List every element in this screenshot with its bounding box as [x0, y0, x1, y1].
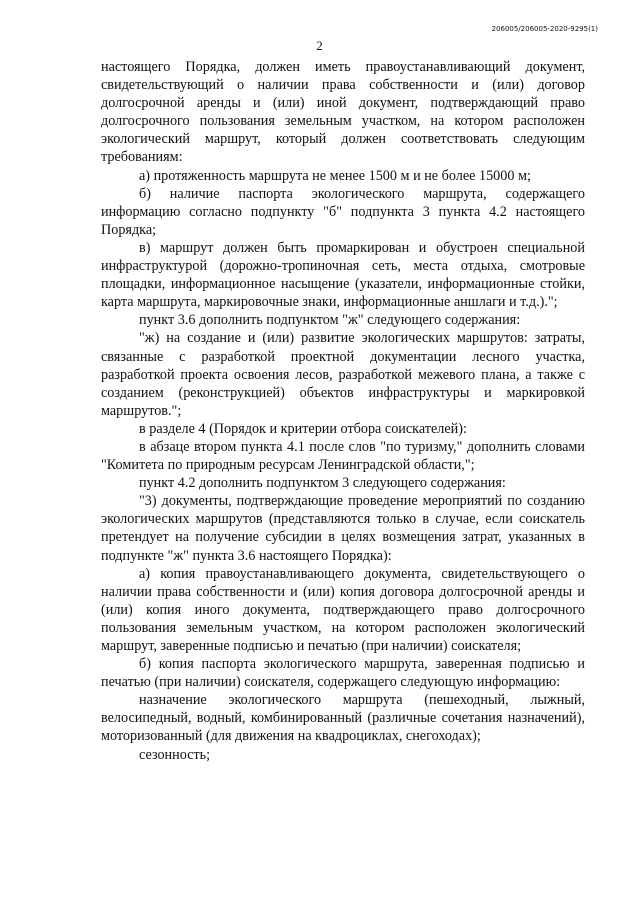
paragraph: "3) документы, подтверждающие проведение мероприятий по созданию экологических маршрутов (представляются только в случае, если соискатель претендует на получение субсидии в целях возмещения затрат, указанных в подпункте "ж" пункта 3.6 настоящего Порядка): [101, 493, 585, 564]
paragraph: б) копия паспорта экологического маршрута, заверенная подписью и печатью (при наличии) соискателя, содержащего следующую информацию: [101, 656, 585, 691]
paragraph: "ж) на создание и (или) развитие экологических маршрутов: затраты, связанные с разработкой проектной документации лесного участка, разработкой проекта освоения лесов, разработкой межевого плана, а также с созданием (реконструкцией) объектов инфраструктуры и маркировкой маршрутов."; [101, 330, 585, 419]
document-body [101, 58, 585, 764]
page-number: 2 [316, 38, 323, 53]
paragraph: в абзаце втором пункта 4.1 после слов "по туризму," дополнить словами "Комитета по природным ресурсам Ленинградской области,"; [101, 438, 585, 474]
paragraph: а) копия правоустанавливающего документа, свидетельствующего о наличии права собственности и (или) копия договора долгосрочной аренды и (или) копия иного документа, подтверждающего право долгосрочного пользования земельным участком, на котором расположен экологический маршрут, заверенные подписью и печатью (при наличии) соискателя; [101, 565, 585, 654]
paragraph: пункт 4.2 дополнить подпунктом 3 следующего содержания: [139, 475, 506, 492]
paragraph: в разделе 4 (Порядок и критерии отбора соискателей): [139, 420, 467, 437]
paragraph: сезонность; [139, 746, 211, 763]
paragraph: назначение экологического маршрута (пешеходный, лыжный, велосипедный, водный, комбинированный (различные сочетания назначений), моторизованный (для движения на квадроциклах, снегоходах); [101, 692, 585, 745]
paragraph: настоящего Порядка, должен иметь правоустанавливающий документ, свидетельствующий о наличии права собственности и (или) договор долгосрочной аренды и (или) иной документ, подтверждающий право долгосрочного пользования земельным участком, на котором расположен экологический маршрут, который должен соответствовать следующим требованиям: [101, 59, 585, 166]
paragraph: пункт 3.6 дополнить подпунктом "ж" следующего содержания: [139, 312, 521, 329]
paragraph: б) наличие паспорта экологического маршрута, содержащего информацию согласно подпункту "б" подпункта 3 пункта 4.2 настоящего Порядка; [101, 185, 585, 238]
document-id: 206005/206005-2020-9295(1) [491, 25, 598, 33]
paragraph: в) маршрут должен быть промаркирован и обустроен специальной инфраструктурой (дорожно-тропиночная сеть, места отдыха, смотровые площадки, информационное насыщение (указатели, информационные стойки, карта маршрута, маркировочные знаки, информационные аншлаги и т.д.)."; [101, 239, 585, 311]
paragraph: а) протяженность маршрута не менее 1500 м и не более 15000 м; [139, 167, 531, 184]
